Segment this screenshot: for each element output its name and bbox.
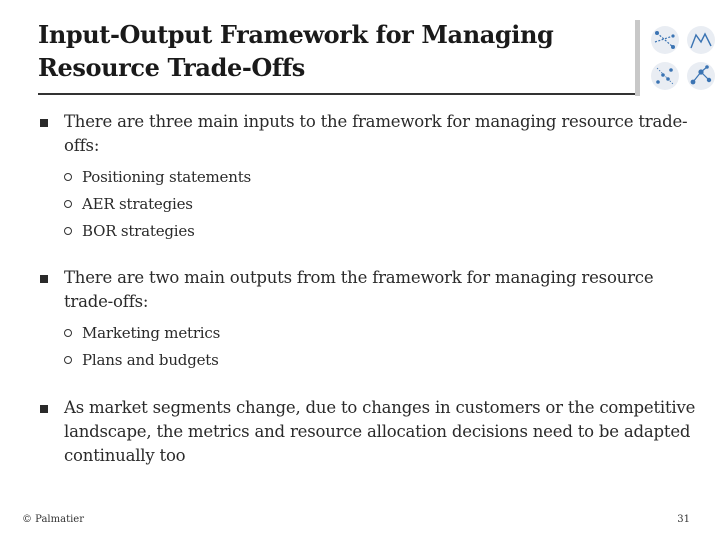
square-bullet-icon: [40, 119, 48, 127]
sub-item-text: Plans and budgets: [82, 351, 219, 369]
logo-bar: [635, 20, 640, 96]
sub-item: [64, 347, 700, 374]
bullet-text: As market segments change, due to changes in customers or the competitive landscape, the metrics and resource allocation decisions need to be adapted continually too: [64, 398, 696, 465]
sub-item: [64, 191, 700, 218]
bullet-adaptation: [40, 396, 700, 468]
sub-item-text: Marketing metrics: [82, 324, 221, 342]
scatter-plot-icon: [651, 62, 679, 90]
slide-title: [38, 18, 618, 84]
sub-item-text: AER strategies: [82, 195, 193, 213]
bullet-text: There are three main inputs to the framework for managing resource trade-offs:: [64, 112, 688, 155]
sub-item: [64, 320, 700, 347]
bullet-inputs: [40, 110, 700, 158]
circle-bullet-icon: [64, 200, 72, 208]
square-bullet-icon: [40, 405, 48, 413]
page-number: 31: [677, 514, 690, 525]
slide-title-line-2: Resource Trade-Offs: [38, 53, 305, 82]
spacer: [40, 245, 700, 266]
circle-bullet-icon: [64, 173, 72, 181]
sub-list-inputs: [64, 164, 700, 245]
square-bullet-icon: [40, 275, 48, 283]
title-divider: [38, 93, 636, 95]
network-nodes-icon: [687, 62, 715, 90]
slide-title-line-1: Input-Output Framework for Managing: [38, 20, 554, 49]
sub-list-outputs: [64, 320, 700, 374]
slide-body: [40, 110, 700, 468]
sub-item: [64, 218, 700, 245]
sub-item: [64, 164, 700, 191]
bullet-text: There are two main outputs from the framework for managing resource trade-offs:: [64, 268, 654, 311]
sub-item-text: Positioning statements: [82, 168, 252, 186]
circle-bullet-icon: [64, 356, 72, 364]
footer-copyright: © Palmatier: [22, 514, 84, 525]
bullet-outputs: [40, 266, 700, 314]
trend-chart-icon: [687, 26, 715, 54]
circle-bullet-icon: [64, 227, 72, 235]
analytics-logo: [635, 20, 719, 96]
sub-item-text: BOR strategies: [82, 222, 195, 240]
circle-bullet-icon: [64, 329, 72, 337]
spacer: [40, 374, 700, 396]
network-graph-icon: [651, 26, 679, 54]
